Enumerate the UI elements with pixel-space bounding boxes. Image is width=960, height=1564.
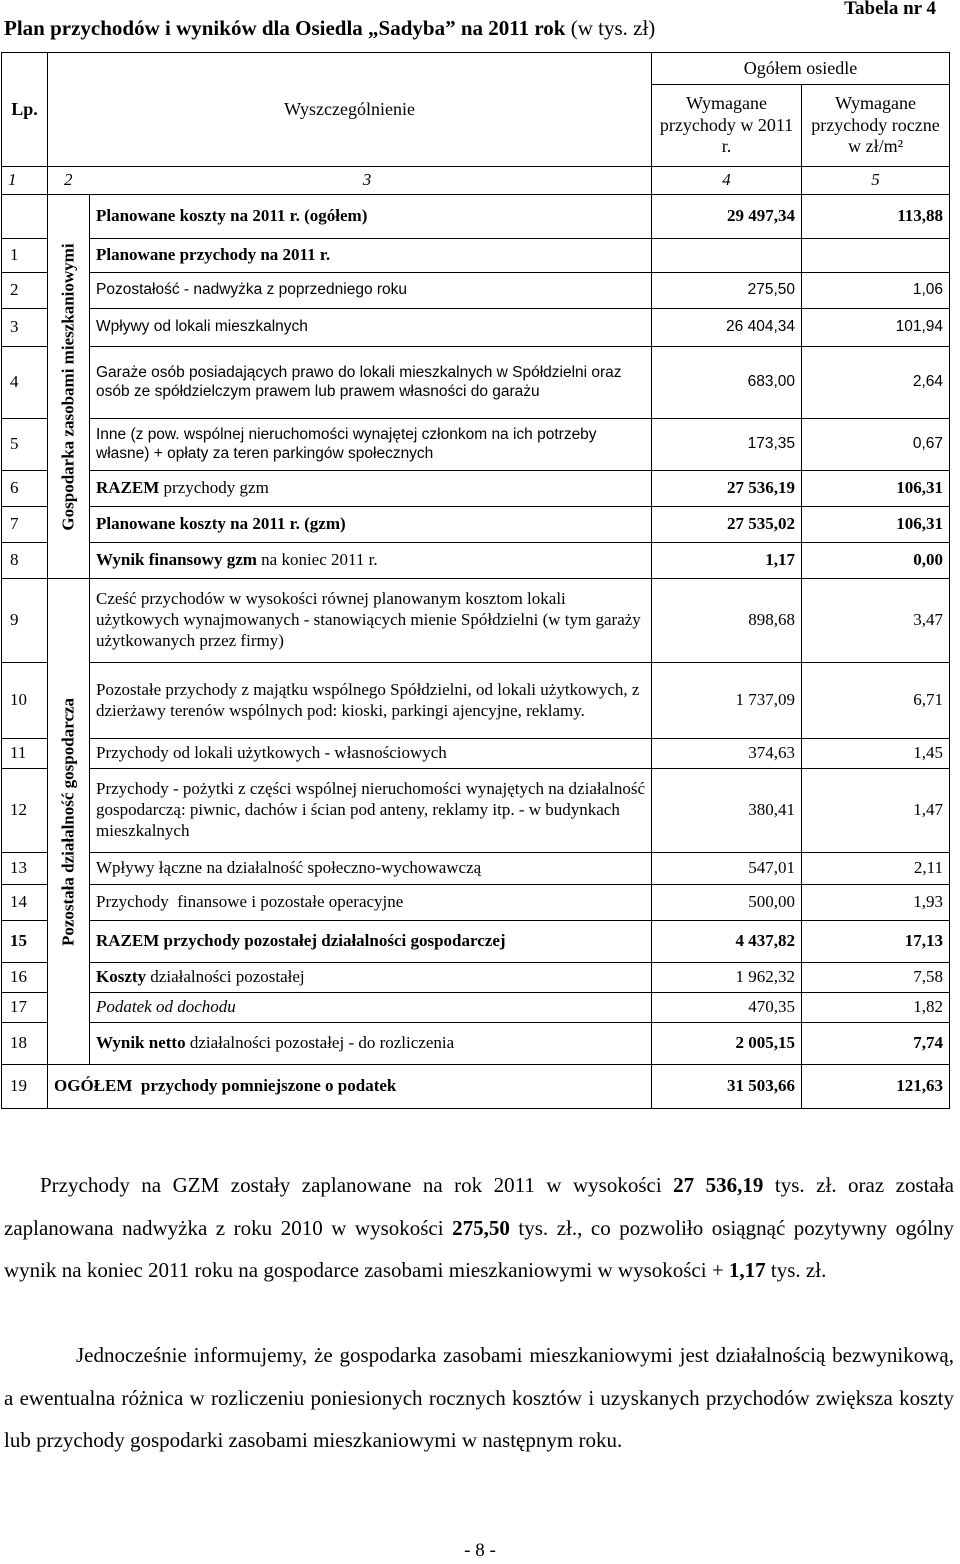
- paragraph-text: tys. zł.: [765, 1258, 827, 1282]
- row-value-total: 4 437,82: [652, 921, 802, 963]
- row-desc: Cześć przychodów w wysokości równej planowanym kosztom lokali użytkowych wynajmowanych - stanowiących mienie Spółdzielni (w tym garaży użytkowanych przez firmy): [90, 579, 652, 663]
- row-value-per-m2: 1,82: [802, 993, 950, 1023]
- paragraph-value: 275,50: [452, 1215, 510, 1240]
- row-value-total: 2 005,15: [652, 1023, 802, 1065]
- table-row: [2, 1065, 950, 1109]
- row-value-per-m2: 2,11: [802, 853, 950, 885]
- row-desc: RAZEM przychody pozostałej działalności gospodarczej: [90, 921, 652, 963]
- row-value-per-m2: 101,94: [802, 309, 950, 347]
- row-desc-bold: RAZEM: [96, 478, 160, 498]
- row-value-total: 173,35: [652, 419, 802, 471]
- row-value-per-m2: 1,93: [802, 885, 950, 921]
- row-value-total: 27 535,02: [652, 507, 802, 543]
- row-value-total: 500,00: [652, 885, 802, 921]
- row-lp: 14: [2, 885, 48, 921]
- row-desc-rest: działalności pozostałej: [146, 967, 305, 987]
- row-value-per-m2: 113,88: [802, 195, 950, 239]
- row-desc: Inne (z pow. wspólnej nieruchomości wynajętej członkom na ich potrzeby własne) + opłaty za teren parkingów społecznych: [90, 419, 652, 471]
- title-unit: (w tys. zł): [565, 16, 656, 40]
- row-desc: Przychody finansowe i pozostałe operacyjne: [90, 885, 652, 921]
- colnum-3: 3: [362, 170, 372, 190]
- paragraph-text: Przychody na GZM zostały zaplanowane na rok 2011 w wysokości: [40, 1173, 674, 1197]
- row-value-total: [652, 239, 802, 273]
- table-row: [2, 471, 950, 507]
- row-value-per-m2: 1,47: [802, 769, 950, 853]
- row-desc: [90, 543, 652, 579]
- row-desc-bold: Koszty: [96, 967, 147, 987]
- row-desc: Planowane przychody na 2011 r.: [90, 239, 652, 273]
- row-desc: [90, 1023, 652, 1065]
- row-lp: 12: [2, 769, 48, 853]
- table-row: [2, 921, 950, 963]
- row-lp: 16: [2, 963, 48, 993]
- table-row: [2, 239, 950, 273]
- colnum-4: 4: [652, 167, 802, 195]
- table-row: [2, 853, 950, 885]
- section-gzm: [48, 195, 90, 579]
- row-lp: 4: [2, 347, 48, 419]
- row-value-total: 547,01: [652, 853, 802, 885]
- section-other-label: Pozostała działalność gospodarcza: [58, 697, 78, 946]
- row-lp: 11: [2, 739, 48, 769]
- row-lp: 19: [2, 1065, 48, 1109]
- table-row: [2, 769, 950, 853]
- row-lp: 2: [2, 273, 48, 309]
- row-lp: [2, 195, 48, 239]
- row-lp: 18: [2, 1023, 48, 1065]
- table-row: [2, 273, 950, 309]
- row-lp: 15: [2, 921, 48, 963]
- table-row: [2, 739, 950, 769]
- row-lp: 9: [2, 579, 48, 663]
- row-value-total: 898,68: [652, 579, 802, 663]
- row-value-per-m2: 121,63: [802, 1065, 950, 1109]
- paragraph-summary: [4, 1164, 954, 1292]
- row-value-total: 1 737,09: [652, 663, 802, 739]
- row-desc-bold: Wynik finansowy gzm: [96, 550, 257, 570]
- row-value-per-m2: 7,74: [802, 1023, 950, 1065]
- paragraph-note: Jednocześnie informujemy, że gospodarka zasobami mieszkaniowymi jest działalnością bezwynikową, a ewentualna różnica w rozliczeniu poniesionych rocznych kosztów i uzyskanych przychodów zwiększa koszty lub przychody gospodarki zasobami mieszkaniowymi w następnym roku.: [4, 1343, 954, 1452]
- row-value-total: 1 962,32: [652, 963, 802, 993]
- table-row: [2, 993, 950, 1023]
- row-lp: 3: [2, 309, 48, 347]
- table-row: [2, 309, 950, 347]
- row-desc: [90, 963, 652, 993]
- row-desc: Podatek od dochodu: [90, 993, 652, 1023]
- title-text: Plan przychodów i wyników dla Osiedla „Sadyba” na 2011 rok: [4, 16, 566, 40]
- table-row: [2, 543, 950, 579]
- row-lp: 1: [2, 239, 48, 273]
- plan-table: [1, 52, 950, 1109]
- colnum-5: 5: [802, 167, 950, 195]
- row-value-per-m2: 1,45: [802, 739, 950, 769]
- row-value-per-m2: 0,00: [802, 543, 950, 579]
- row-value-total: 275,50: [652, 273, 802, 309]
- row-desc: Pozostałość - nadwyżka z poprzedniego roku: [90, 273, 652, 309]
- table-row: [2, 507, 950, 543]
- row-value-total: 1,17: [652, 543, 802, 579]
- table-row: [2, 195, 950, 239]
- row-value-per-m2: [802, 239, 950, 273]
- row-value-per-m2: 1,06: [802, 273, 950, 309]
- row-lp: 13: [2, 853, 48, 885]
- row-desc: Wpływy od lokali mieszkalnych: [90, 309, 652, 347]
- page-title: [4, 16, 655, 41]
- row-desc-rest: na koniec 2011 r.: [256, 550, 378, 570]
- row-value-total: 380,41: [652, 769, 802, 853]
- row-value-per-m2: 2,64: [802, 347, 950, 419]
- table-row: [2, 579, 950, 663]
- row-desc: [90, 471, 652, 507]
- header-col5: Wymagane przychody roczne w zł/m²: [802, 85, 950, 167]
- header-col4: Wymagane przychody w 2011 r.: [652, 85, 802, 167]
- row-value-per-m2: 3,47: [802, 579, 950, 663]
- row-desc: Planowane koszty na 2011 r. (gzm): [90, 507, 652, 543]
- section-gzm-label: Gospodarka zasobami mieszkaniowymi: [58, 242, 78, 531]
- paragraph-text: tys. zł. oraz została zaplanowana nadwyżka z roku 2010 w wysokości: [4, 1173, 954, 1240]
- table-row: [2, 963, 950, 993]
- row-value-total: 29 497,34: [652, 195, 802, 239]
- row-lp: 10: [2, 663, 48, 739]
- table-row: [2, 1023, 950, 1065]
- colnum-2-3: [48, 167, 652, 195]
- row-value-total: 683,00: [652, 347, 802, 419]
- row-value-per-m2: 17,13: [802, 921, 950, 963]
- section-other: [48, 579, 90, 1065]
- row-desc-rest: przychody gzm: [159, 478, 269, 498]
- header-desc: Wyszczególnienie: [48, 53, 652, 167]
- row-value-total: 374,63: [652, 739, 802, 769]
- colnum-1: 1: [2, 167, 48, 195]
- paragraph-value: 27 536,19: [673, 1173, 764, 1197]
- row-desc: Pozostałe przychody z majątku wspólnego Spółdzielni, od lokali użytkowych, z dzierżawy terenów wspólnych pod: kioski, parkingi ajencyjne, reklamy.: [90, 663, 652, 739]
- page-number: - 8 -: [464, 1540, 496, 1561]
- paragraph-value: 1,17: [728, 1258, 766, 1282]
- row-lp: 7: [2, 507, 48, 543]
- row-desc: Wpływy łączne na działalność społeczno-wychowawczą: [90, 853, 652, 885]
- row-value-total: 31 503,66: [652, 1065, 802, 1109]
- row-value-total: 27 536,19: [652, 471, 802, 507]
- paragraph-text: tys. zł., co pozwoliło osiągnąć pozytywny ogólny wynik na koniec 2011 roku na gospodarce zasobami mieszkaniowymi w wysokości +: [4, 1215, 954, 1282]
- table-row: [2, 347, 950, 419]
- row-lp: 17: [2, 993, 48, 1023]
- table-row: [2, 885, 950, 921]
- row-desc-bold: Wynik netto: [96, 1033, 186, 1053]
- row-value-per-m2: 106,31: [802, 471, 950, 507]
- table-number: Tabela nr 4: [844, 0, 936, 19]
- row-lp: 6: [2, 471, 48, 507]
- colnum-2: 2: [64, 170, 73, 190]
- row-value-per-m2: 7,58: [802, 963, 950, 993]
- row-desc: Przychody - pożytki z części wspólnej nieruchomości wynajętych na działalność gospodarczą: piwnic, dachów i ścian pod anteny, reklamy itp. - w budynkach mieszkalnych: [90, 769, 652, 853]
- table-row: [2, 419, 950, 471]
- row-value-total: 26 404,34: [652, 309, 802, 347]
- table-row: [2, 663, 950, 739]
- row-desc: Planowane koszty na 2011 r. (ogółem): [90, 195, 652, 239]
- header-lp: Lp.: [2, 53, 48, 167]
- row-value-total: 470,35: [652, 993, 802, 1023]
- row-lp: 8: [2, 543, 48, 579]
- row-value-per-m2: 0,67: [802, 419, 950, 471]
- row-desc: Garaże osób posiadających prawo do lokali mieszkalnych w Spółdzielni oraz osób ze spółdzielczym prawem lub prawem własności do garażu: [90, 347, 652, 419]
- row-value-per-m2: 6,71: [802, 663, 950, 739]
- row-desc-rest: działalności pozostałej - do rozliczenia: [185, 1033, 455, 1053]
- row-lp: 5: [2, 419, 48, 471]
- row-desc: OGÓŁEM przychody pomniejszone o podatek: [48, 1065, 652, 1109]
- row-value-per-m2: 106,31: [802, 507, 950, 543]
- row-desc: Przychody od lokali użytkowych - własnościowych: [90, 739, 652, 769]
- header-group: Ogółem osiedle: [652, 53, 950, 85]
